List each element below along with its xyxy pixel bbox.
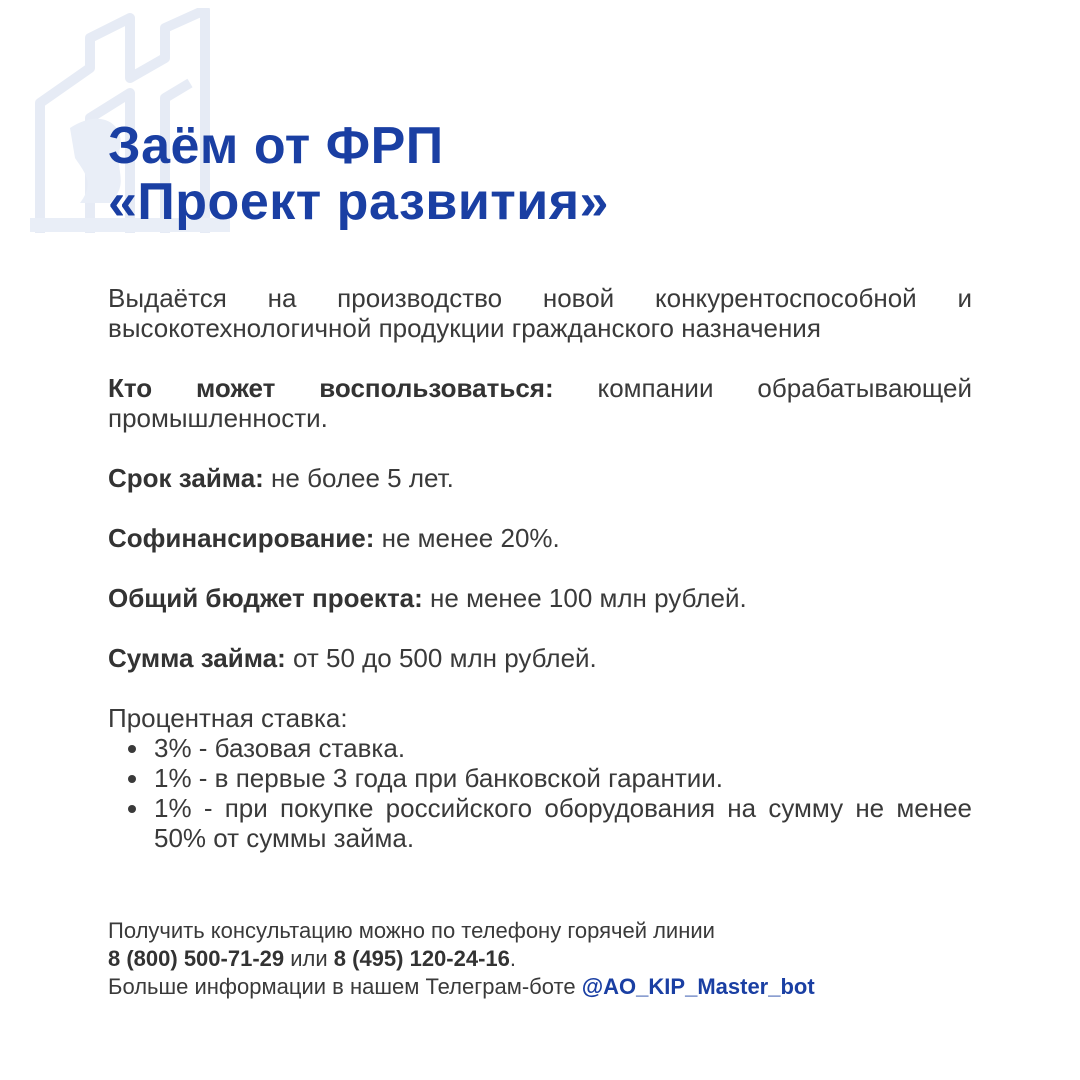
budget-label: Общий бюджет проекта: [108, 583, 423, 613]
eligibility-row [108, 373, 972, 433]
rate-heading: Процентная ставка: [108, 703, 348, 733]
rate-list [108, 733, 972, 853]
term-row [108, 463, 972, 493]
loan-details [108, 283, 972, 853]
budget-row [108, 583, 972, 613]
cofinancing-value: не менее 20%. [374, 523, 560, 553]
list-item: 3% - базовая ставка. [154, 733, 972, 763]
page-title [108, 118, 609, 230]
footer-or: или [284, 946, 334, 971]
telegram-bot-link[interactable]: @AO_KIP_Master_bot [581, 974, 815, 999]
amount-row [108, 643, 972, 673]
footer-line-3 [108, 973, 988, 1001]
contact-footer [108, 917, 988, 1001]
list-item: 1% - при покупке российского оборудования на сумму не менее 50% от суммы займа. [154, 793, 972, 853]
cofinancing-label: Софинансирование: [108, 523, 375, 553]
budget-value: не менее 100 млн рублей. [422, 583, 747, 613]
footer-dot: . [509, 946, 517, 971]
cofinancing-row [108, 523, 972, 553]
hotline-phone-1[interactable]: 8 (800) 500-71-29 [108, 946, 285, 971]
footer-phones [108, 945, 988, 973]
list-item: 1% - в первые 3 года при банковской гарантии. [154, 763, 972, 793]
telegram-text: Больше информации в нашем Телеграм-боте [108, 974, 582, 999]
eligibility-value: компании обрабатывающей промышленности. [108, 373, 972, 433]
hotline-phone-2[interactable]: 8 (495) 120-24-16 [333, 946, 510, 971]
amount-value: от 50 до 500 млн рублей. [285, 643, 597, 673]
term-label: Срок займа: [108, 463, 264, 493]
eligibility-label: Кто может воспользоваться: [108, 373, 554, 403]
title-line-2: «Проект развития» [108, 173, 609, 231]
intro-text: Выдаётся на производство новой конкурентоспособной и высокотехнологичной продукции гражданского назначения [108, 283, 972, 343]
title-line-1: Заём от ФРП [108, 117, 444, 175]
term-value: не более 5 лет. [263, 463, 454, 493]
footer-line-1: Получить консультацию можно по телефону горячей линии [108, 918, 715, 943]
amount-label: Сумма займа: [108, 643, 286, 673]
